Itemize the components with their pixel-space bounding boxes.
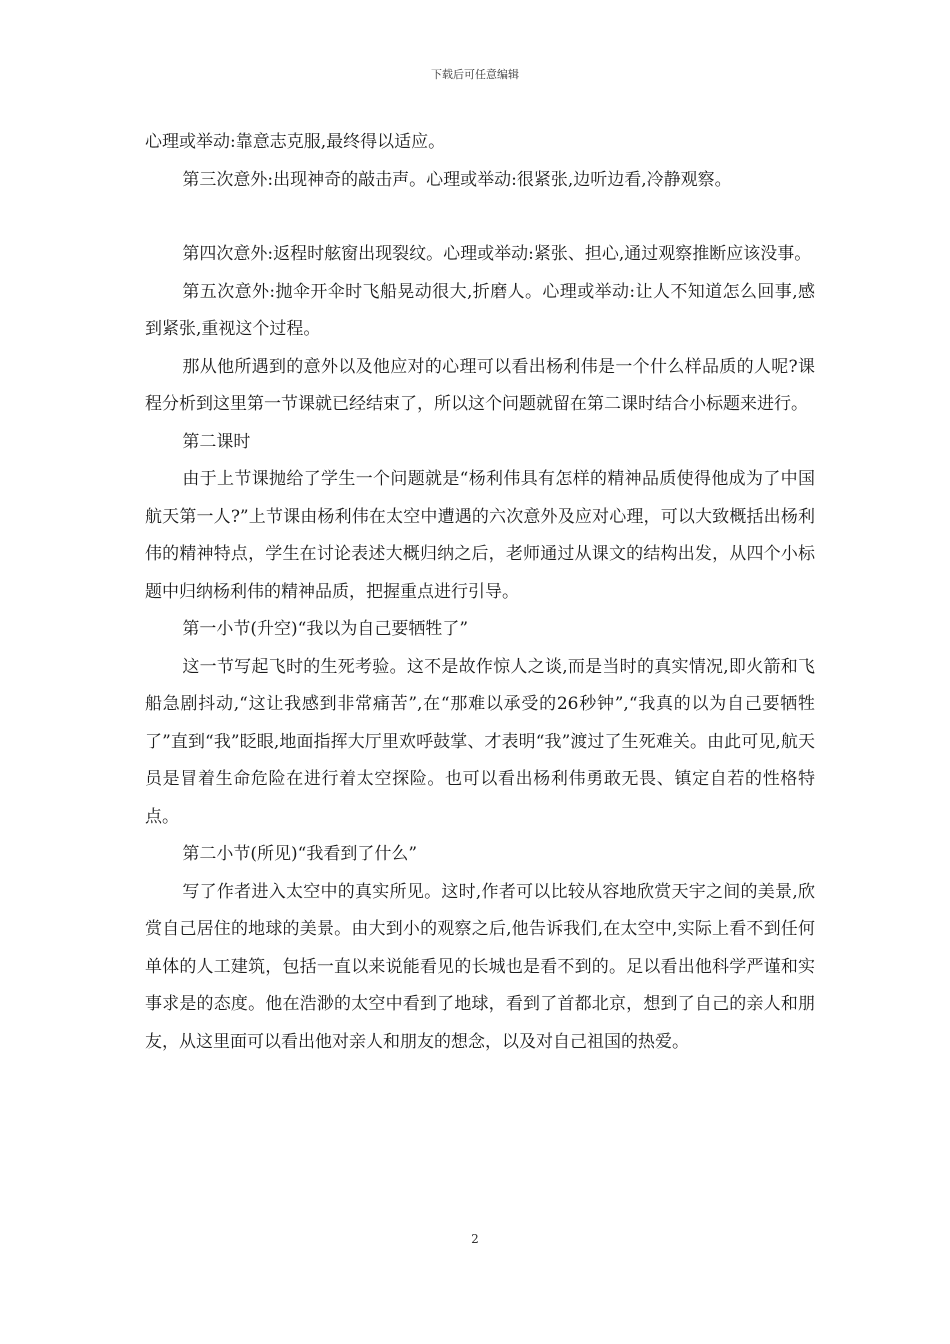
paragraph-summary-question: 那从他所遇到的意外以及他应对的心理可以看出杨利伟是一个什么样品质的人呢?课程分析到这里第一节课就已经结束了，所以这个问题就留在第二课时结合小标题来进行。 [145, 356, 815, 414]
paragraph-fourth-accident: 第四次意外:返程时舷窗出现裂纹。心理或举动:紧张、担心,通过观察推断应该没事。 [182, 244, 812, 264]
subsection-heading-liftoff: 第一小节(升空)“我以为自己要牺牲了” [182, 619, 469, 639]
paragraph-liftoff: 这一节写起飞时的生死考验。这不是故作惊人之谈,而是当时的真实情况,即火箭和飞船急剧抖动,“这让我感到非常痛苦”,在“那难以承受的26秒钟”,“我真的以为自己要牺牲了”直到“我”眨眼,地面指挥大厅里欢呼鼓掌、才表明“我”渡过了生死难关。由此可见,航天员是冒着生命危险在进行着太空探险。也可以看出杨利伟勇敢无畏、镇定自若的性格特点。 [145, 656, 815, 827]
section-heading-second-lesson: 第二课时 [182, 431, 251, 452]
paragraph-third-accident: 第三次意外:出现神奇的敲击声。心理或举动:很紧张,边听边看,冷静观察。 [182, 169, 732, 190]
paragraph-what-i-saw: 写了作者进入太空中的真实所见。这时,作者可以比较从容地欣赏天宇之间的美景,欣赏自己居住的地球的美景。由大到小的观察之后,他告诉我们,在太空中,实际上看不到任何单体的人工建筑，包括一直以来说能看见的长城也是看不到的。足以看出他科学严谨和实事求是的态度。他在浩渺的太空中看到了地球，看到了首都北京，想到了自己的亲人和朋友，从这里面可以看出他对亲人和朋友的想念，以及对自己祖国的热爱。 [145, 881, 815, 1052]
paragraph-continuation: 心理或举动:靠意志克服,最终得以适应。 [145, 132, 446, 152]
paragraph-fifth-accident: 第五次意外:抛伞开伞时飞船晃动很大,折磨人。心理或举动:让人不知道怎么回事,感到紧张,重视这个过程。 [145, 281, 815, 339]
page-number: 2 [471, 1232, 479, 1246]
page-header: 下载后可任意编辑 [431, 68, 519, 81]
subsection-heading-what-i-saw: 第二小节(所见)“我看到了什么” [182, 844, 418, 864]
document-body [145, 124, 815, 1061]
paragraph-second-lesson-intro: 由于上节课抛给了学生一个问题就是“杨利伟具有怎样的精神品质使得他成为了中国航天第一人?”上节课由杨利伟在太空中遭遇的六次意外及应对心理，可以大致概括出杨利伟的精神特点，学生在讨论表述大概归纳之后，老师通过从课文的结构出发，从四个小标题中归纳杨利伟的精神品质，把握重点进行引导。 [145, 469, 815, 602]
